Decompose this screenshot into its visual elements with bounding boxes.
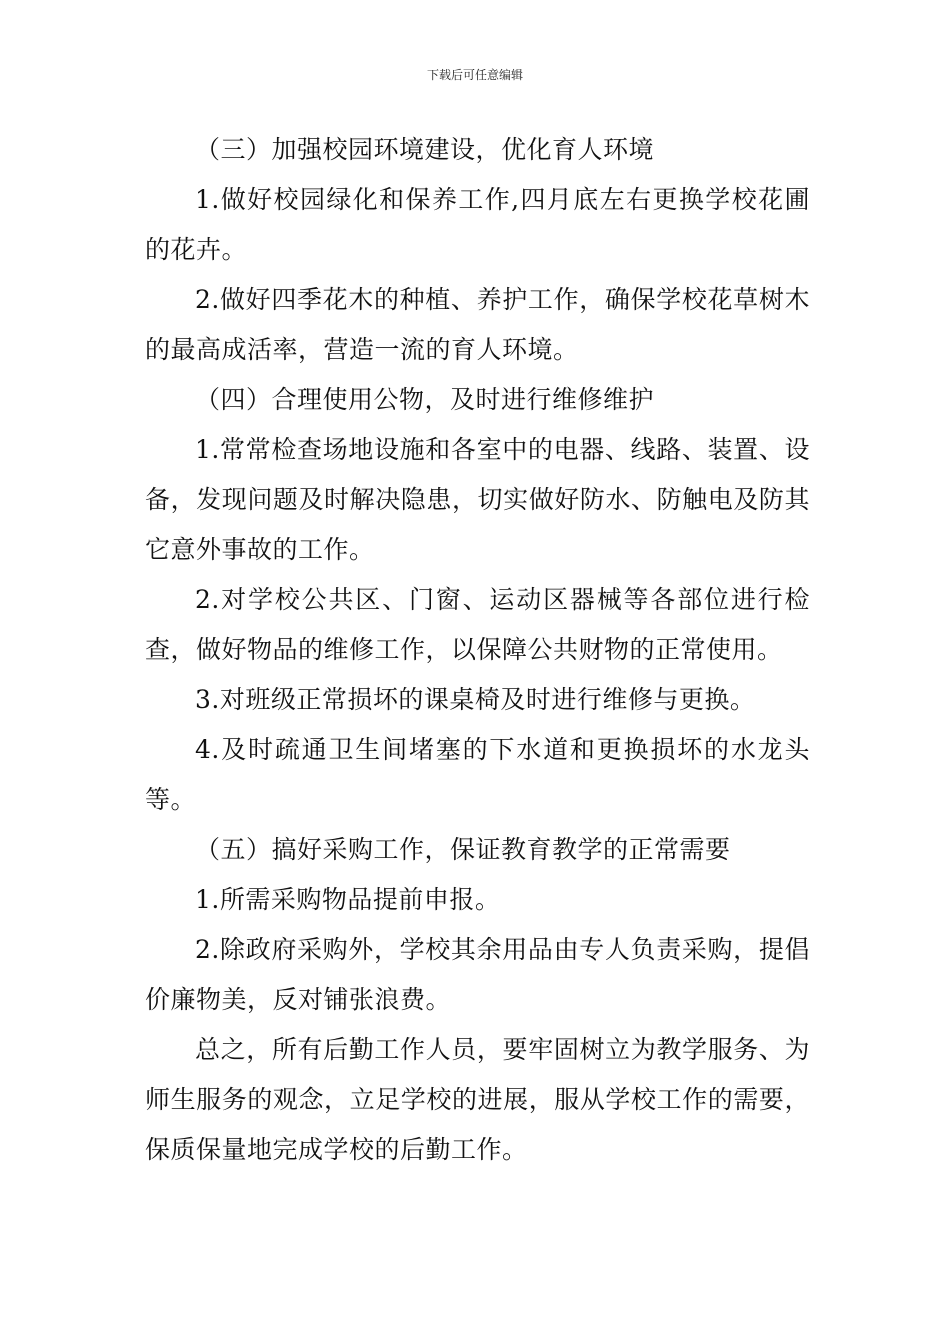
paragraph: 2.对学校公共区、门窗、运动区器械等各部位进行检查，做好物品的维修工作，以保障公共财物的正常使用。 bbox=[145, 585, 810, 664]
section-heading-4: （四）合理使用公物，及时进行维修维护 bbox=[195, 385, 655, 414]
paragraph: 3.对班级正常损坏的课桌椅及时进行维修与更换。 bbox=[195, 685, 756, 714]
paragraph: 1.常常检查场地设施和各室中的电器、线路、装置、设备，发现问题及时解决隐患，切实做好防水、防触电及防其它意外事故的工作。 bbox=[145, 435, 810, 564]
paragraph: 2.做好四季花木的种植、养护工作，确保学校花草树木的最高成活率，营造一流的育人环境。 bbox=[145, 285, 810, 364]
document-body bbox=[145, 125, 810, 1175]
section-heading-5: （五）搞好采购工作，保证教育教学的正常需要 bbox=[195, 835, 731, 864]
conclusion-paragraph: 总之，所有后勤工作人员，要牢固树立为教学服务、为师生服务的观念，立足学校的进展，服从学校工作的需要，保质保量地完成学校的后勤工作。 bbox=[145, 1035, 810, 1164]
paragraph: 1.所需采购物品提前申报。 bbox=[195, 885, 501, 914]
section-heading-3: （三）加强校园环境建设，优化育人环境 bbox=[195, 135, 655, 164]
paragraph: 4.及时疏通卫生间堵塞的下水道和更换损坏的水龙头等。 bbox=[145, 735, 810, 814]
header-note: 下载后可任意编辑 bbox=[426, 68, 523, 82]
paragraph: 1.做好校园绿化和保养工作,四月底左右更换学校花圃的花卉。 bbox=[145, 185, 810, 264]
paragraph: 2.除政府采购外，学校其余用品由专人负责采购，提倡价廉物美，反对铺张浪费。 bbox=[145, 935, 810, 1014]
